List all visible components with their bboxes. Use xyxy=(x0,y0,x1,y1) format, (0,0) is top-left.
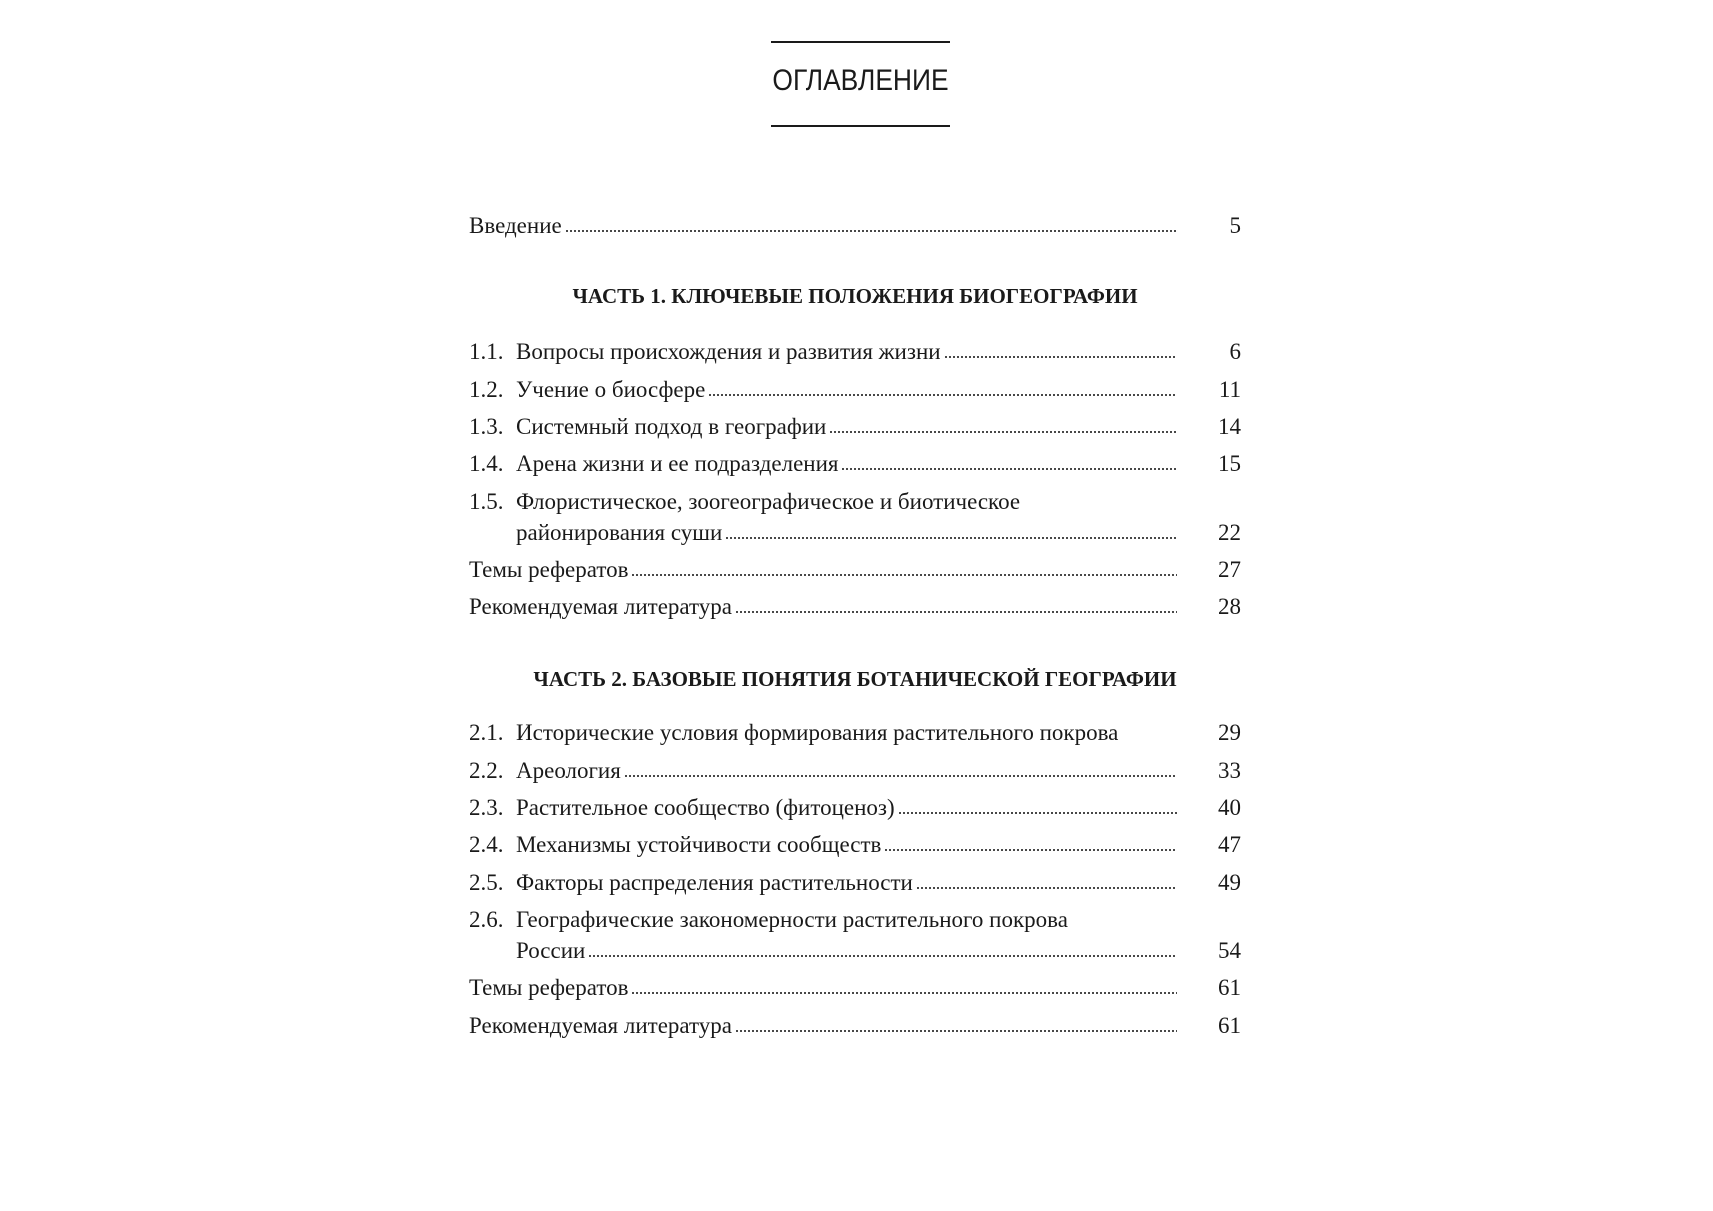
page-title: ОГЛАВЛЕНИЕ xyxy=(772,64,949,97)
dot-leader xyxy=(829,430,1177,434)
entry-page: 6 xyxy=(1229,339,1241,364)
entry-title: Рекомендуемая литература xyxy=(469,1013,732,1038)
toc-entry-continuation[interactable] xyxy=(469,516,1241,550)
entry-title: Системный подход в географии xyxy=(516,414,827,439)
entry-title: Механизмы устойчивости сообществ xyxy=(516,832,882,857)
entry-page: 11 xyxy=(1218,377,1241,402)
toc-entry[interactable] xyxy=(469,553,1241,587)
entry-number: 1.5. xyxy=(469,489,504,514)
entry-number: 1.4. xyxy=(469,451,504,476)
title-rule-top xyxy=(771,41,950,43)
entry-title: Исторические условия формирования растительного покрова xyxy=(516,720,1119,745)
entry-page: 5 xyxy=(1229,213,1241,238)
entry-page: 27 xyxy=(1218,557,1241,582)
dot-leader xyxy=(624,774,1177,778)
toc-entry[interactable] xyxy=(469,866,1241,900)
entry-title: Географические закономерности растительного покрова xyxy=(516,907,1068,932)
toc-entry[interactable] xyxy=(469,590,1241,624)
title-rule-bottom xyxy=(771,125,950,127)
toc-entry[interactable] xyxy=(469,1009,1241,1043)
entry-page: 14 xyxy=(1218,414,1241,439)
toc-entry[interactable] xyxy=(469,791,1241,825)
entry-title: Факторы распределения растительности xyxy=(516,870,913,895)
entry-page: 29 xyxy=(1218,720,1241,745)
entry-page: 28 xyxy=(1218,594,1241,619)
entry-page: 47 xyxy=(1218,832,1241,857)
entry-number: 2.3. xyxy=(469,795,504,820)
toc-entry[interactable] xyxy=(469,447,1241,481)
entry-title: Рекомендуемая литература xyxy=(469,594,732,619)
entry-number: 2.5. xyxy=(469,870,504,895)
dot-leader xyxy=(898,811,1177,815)
dot-leader xyxy=(708,393,1177,397)
entry-number: 1.2. xyxy=(469,377,504,402)
toc-entry[interactable] xyxy=(469,410,1241,444)
dot-leader xyxy=(944,355,1177,359)
entry-title-continued: районирования суши xyxy=(516,520,723,545)
entry-page: 61 xyxy=(1218,1013,1241,1038)
entry-number: 2.2. xyxy=(469,758,504,783)
entry-title: Вопросы происхождения и развития жизни xyxy=(516,339,941,364)
entry-number: 2.1. xyxy=(469,720,504,745)
entry-number: 2.4. xyxy=(469,832,504,857)
entry-page: 54 xyxy=(1218,938,1241,963)
entry-page: 61 xyxy=(1218,975,1241,1000)
dot-leader xyxy=(725,536,1177,540)
dot-leader xyxy=(735,1029,1177,1033)
dot-leader xyxy=(631,991,1177,995)
entry-page: 40 xyxy=(1218,795,1241,820)
toc-entry[interactable] xyxy=(469,903,1241,937)
entry-title: Темы рефератов xyxy=(469,975,629,1000)
toc-entry[interactable] xyxy=(469,485,1241,519)
entry-title: Ареология xyxy=(516,758,621,783)
entry-title: Введение xyxy=(469,213,562,238)
entry-page: 15 xyxy=(1218,451,1241,476)
entry-title: Флористическое, зоогеографическое и биотическое xyxy=(516,489,1021,514)
entry-title: Арена жизни и ее подразделения xyxy=(516,451,839,476)
dot-leader xyxy=(631,573,1177,577)
part-heading: ЧАСТЬ 1. КЛЮЧЕВЫЕ ПОЛОЖЕНИЯ БИОГЕОГРАФИИ xyxy=(572,284,1138,308)
toc-entry[interactable] xyxy=(469,716,1241,750)
toc-entry-intro[interactable] xyxy=(469,209,1241,243)
entry-title-continued: России xyxy=(516,938,586,963)
entry-number: 1.1. xyxy=(469,339,504,364)
entry-title: Учение о биосфере xyxy=(516,377,706,402)
dot-leader xyxy=(565,229,1177,233)
toc-entry[interactable] xyxy=(469,754,1241,788)
dot-leader xyxy=(884,848,1177,852)
entry-number: 1.3. xyxy=(469,414,504,439)
entry-number: 2.6. xyxy=(469,907,504,932)
toc-entry-continuation[interactable] xyxy=(469,934,1241,968)
dot-leader xyxy=(1121,736,1177,740)
toc-entry[interactable] xyxy=(469,971,1241,1005)
entry-page: 22 xyxy=(1218,520,1241,545)
entry-page: 49 xyxy=(1218,870,1241,895)
dot-leader xyxy=(841,467,1177,471)
dot-leader xyxy=(916,886,1177,890)
entry-title: Растительное сообщество (фитоценоз) xyxy=(516,795,895,820)
dot-leader xyxy=(735,610,1177,614)
entry-title: Темы рефератов xyxy=(469,557,629,582)
part-heading: ЧАСТЬ 2. БАЗОВЫЕ ПОНЯТИЯ БОТАНИЧЕСКОЙ ГЕОГРАФИИ xyxy=(533,667,1177,691)
toc-entry[interactable] xyxy=(469,373,1241,407)
entry-page: 33 xyxy=(1218,758,1241,783)
toc-entry[interactable] xyxy=(469,335,1241,369)
toc-entry[interactable] xyxy=(469,828,1241,862)
dot-leader xyxy=(588,954,1177,958)
